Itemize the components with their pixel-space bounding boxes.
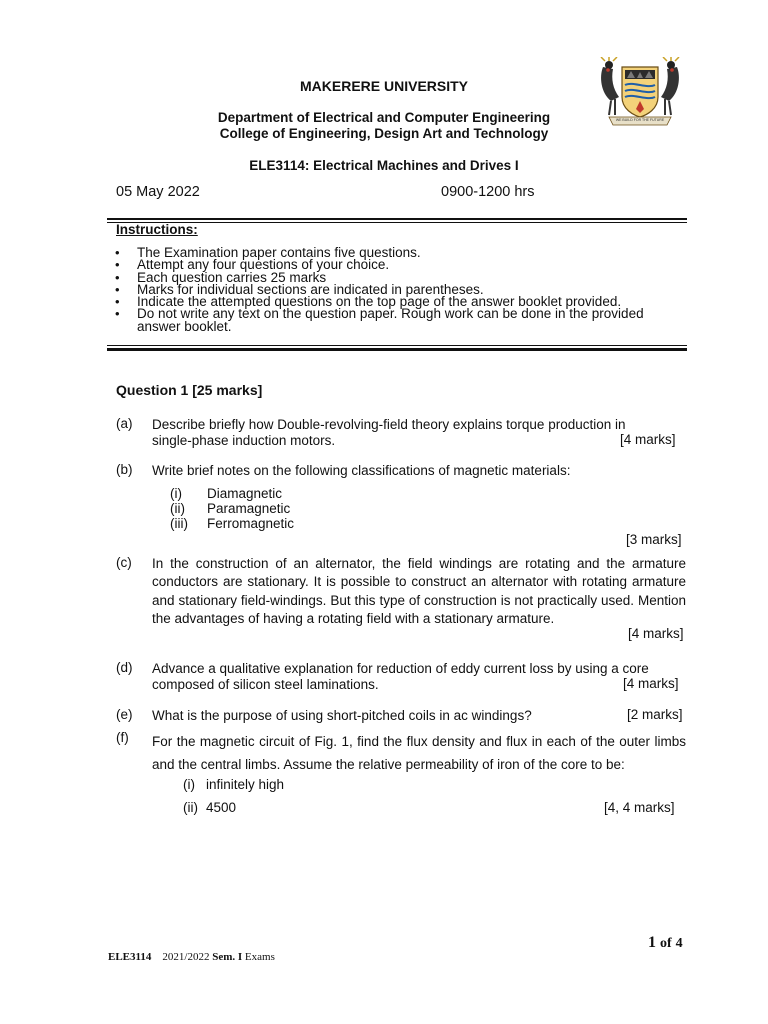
part-f-item-text: infinitely high	[206, 777, 285, 792]
part-b-item-text: Diamagnetic	[207, 486, 283, 501]
part-e-text: What is the purpose of using short-pitched coils in ac windings?	[152, 708, 532, 723]
part-d-label: (d)	[116, 660, 133, 675]
part-e-marks: [2 marks]	[627, 707, 683, 722]
part-d-line1: Advance a qualitative explanation for reduction of eddy current loss by using a core	[152, 661, 649, 676]
crane-left-icon	[601, 57, 619, 115]
crest-motto: WE BUILD FOR THE FUTURE	[615, 118, 665, 122]
part-f-marks: [4, 4 marks]	[604, 800, 675, 815]
part-f-item-number: (ii)	[183, 800, 198, 815]
page-current: 1	[648, 934, 656, 951]
top-rule-thick	[107, 218, 687, 220]
part-a-line1: Describe briefly how Double-revolving-field theory explains torque production in	[152, 417, 626, 432]
part-d-line2: composed of silicon steel laminations.	[152, 677, 379, 692]
instruction-item: • Each question carries 25 marks	[115, 272, 685, 284]
part-c-marks: [4 marks]	[628, 626, 684, 641]
part-b-item-number: (iii)	[170, 516, 188, 531]
part-b-item-number: (ii)	[170, 501, 185, 516]
part-f-item-number: (i)	[183, 777, 195, 792]
bottom-rule-thick	[107, 348, 687, 351]
part-c-text: In the construction of an alternator, the field windings are rotating and the armature conductors are stationary. It is possible to construct an alternator with rotating armature and stationary field-windings. But this type of construction is not practically used. Mention the advantages of having a rotating field with a stationary armature.	[152, 556, 686, 626]
page-number	[648, 934, 683, 952]
university-name: MAKERERE UNIVERSITY	[299, 78, 469, 94]
college-name: College of Engineering, Design Art and Technology	[219, 126, 549, 141]
instruction-item: • Marks for individual sections are indicated in parentheses.	[115, 284, 685, 296]
footer-course-code: ELE3114	[108, 951, 152, 963]
instructions-heading: Instructions:	[116, 222, 198, 237]
part-a-label: (a)	[116, 416, 133, 431]
university-crest-logo	[597, 57, 683, 131]
part-b-text: Write brief notes on the following classifications of magnetic materials:	[152, 463, 571, 478]
instruction-item: • Indicate the attempted questions on the top page of the answer booklet provided.	[115, 296, 685, 308]
footer-exams: Exams	[244, 951, 275, 963]
footer-exam-info	[108, 951, 275, 963]
course-title: ELE3114: Electrical Machines and Drives I	[249, 158, 519, 173]
part-f-item-text: 4500	[206, 800, 237, 815]
part-b-label: (b)	[116, 462, 133, 477]
crane-right-icon	[661, 57, 679, 115]
footer-semester: Sem. I	[212, 951, 243, 963]
part-b-item-text: Paramagnetic	[207, 501, 291, 516]
page-total: 4	[675, 936, 683, 951]
part-f-label: (f)	[116, 730, 129, 745]
page-of: of	[660, 936, 672, 951]
bottom-rule-thin	[107, 345, 687, 346]
department-name: Department of Electrical and Computer Engineering	[217, 110, 551, 125]
instruction-item: • Do not write any text on the question paper. Rough work can be done in the provided answer booklet.	[115, 308, 685, 333]
part-a-line2: single-phase induction motors.	[152, 433, 336, 448]
part-f-text: For the magnetic circuit of Fig. 1, find the flux density and flux in each of the outer limbs and the central limbs. Assume the relative permeability of iron of the core to be:	[152, 734, 686, 772]
question-title: Question 1 [25 marks]	[116, 382, 263, 398]
footer-year: 2021/2022	[162, 951, 210, 963]
instructions-list	[115, 247, 685, 333]
instruction-item: • The Examination paper contains five questions.	[115, 247, 685, 259]
instruction-item: • Attempt any four questions of your choice.	[115, 259, 685, 271]
part-d-marks: [4 marks]	[623, 676, 679, 691]
part-a-marks: [4 marks]	[620, 432, 676, 447]
part-b-item-number: (i)	[170, 486, 182, 501]
part-b-marks: [3 marks]	[626, 532, 682, 547]
exam-time: 0900-1200 hrs	[441, 184, 535, 200]
part-b-item-text: Ferromagnetic	[207, 516, 295, 531]
part-c-label: (c)	[116, 555, 132, 570]
part-e-label: (e)	[116, 707, 133, 722]
exam-date: 05 May 2022	[116, 184, 200, 200]
